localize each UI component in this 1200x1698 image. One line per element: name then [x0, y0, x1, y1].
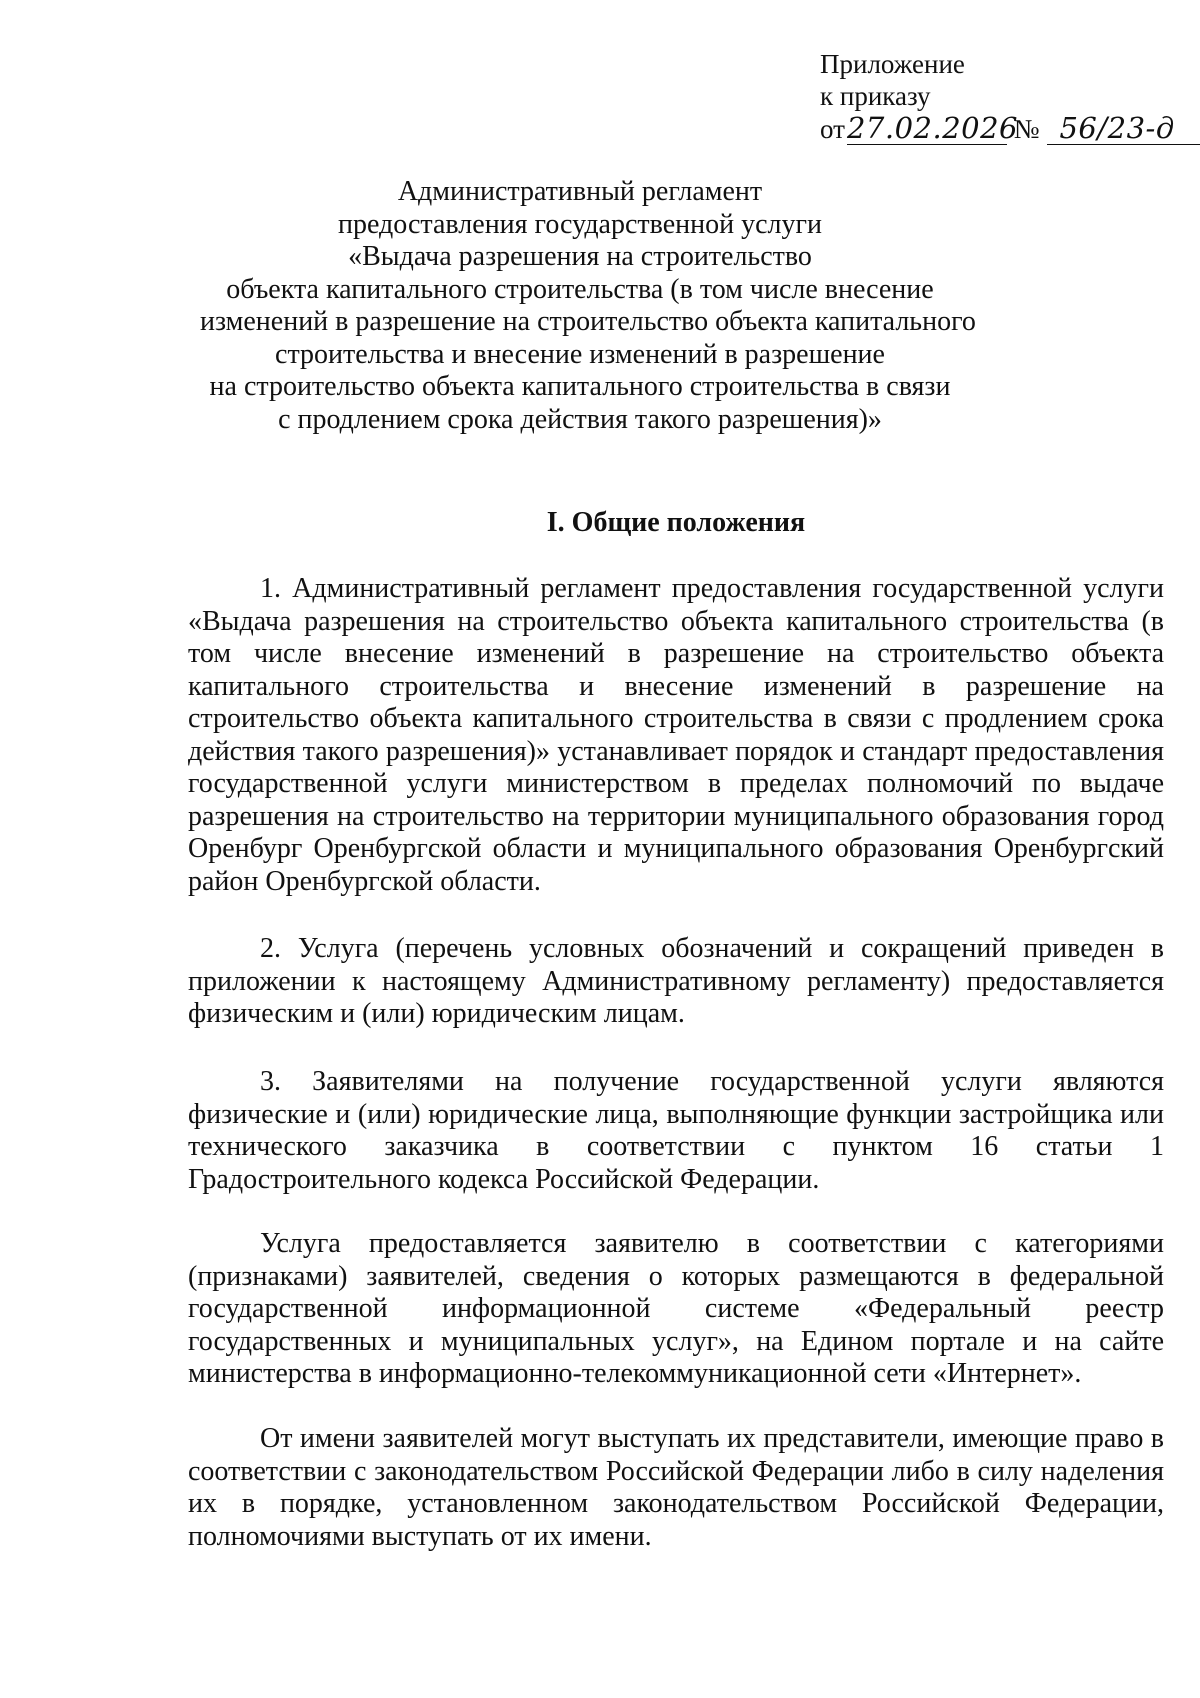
approval-line-1: Приложение	[820, 49, 965, 79]
approval-line-2: к приказу	[820, 81, 931, 111]
handwritten-date: 27.02.2026	[846, 111, 1018, 145]
section-heading: I. Общие положения	[546, 507, 806, 538]
handwritten-order-number: 56/23-д	[1047, 112, 1200, 145]
approval-number-label: №	[1013, 114, 1040, 144]
title-line: с продлением срока действия такого разрешения)»	[278, 403, 882, 435]
title-line: предоставления государственной услуги	[338, 208, 822, 240]
approval-stamp	[820, 48, 1200, 145]
paragraph-1: 1. Административный регламент предоставления государственной услуги «Выдача разрешения на строительство объекта капитального строительства (в том числе внесение изменений в разрешение на строительство объекта капитального строительства и внесение изменений в разрешение на строительство объекта капитального строительства в связи с продлением срока действия такого разрешения)» устанавливает порядок и стандарт предоставления государственной услуги министерством в пределах полномочий по выдаче разрешения на строительство на территории муниципального образования город Оренбург Оренбургской области и муниципального образования Оренбургский район Оренбургской области.	[188, 573, 1164, 897]
paragraph-3: 3. Заявителями на получение государственной услуги являются физические и (или) юридические лица, выполняющие функции застройщика или технического заказчика в соответствии с пунктом 16 статьи 1 Градостроительного кодекса Российской Федерации.	[188, 1066, 1164, 1195]
paragraph-5: От имени заявителей могут выступать их представители, имеющие право в соответствии с законодательством Российской Федерации либо в силу наделения их в порядке, установленном законодательством Российской Федерации, полномочиями выступать от их имени.	[188, 1423, 1164, 1552]
title-line: на строительство объекта капитального строительства в связи	[209, 371, 951, 402]
approval-date-number-line	[820, 112, 1200, 145]
title-line: изменений в разрешение на строительство объекта капитального	[200, 306, 976, 337]
paragraph-2: 2. Услуга (перечень условных обозначений и сокращений приведен в приложении к настоящему Административному регламенту) предоставляется физическим и (или) юридическим лицам.	[188, 933, 1164, 1029]
document-title	[200, 176, 976, 436]
approval-from-label: от	[820, 114, 845, 144]
title-line: строительства и внесение изменений в разрешение	[275, 338, 885, 370]
title-line: «Выдача разрешения на строительство	[348, 241, 812, 272]
title-line: объекта капитального строительства (в том числе внесение	[226, 273, 934, 305]
paragraph-4: Услуга предоставляется заявителю в соответствии с категориями (признаками) заявителей, сведения о которых размещаются в федеральной государственной информационной системе «Федеральный реестр государственных и муниципальных услуг», на Едином портале и на сайте министерства в информационно-телекоммуникационной сети «Интернет».	[188, 1228, 1164, 1389]
title-line: Административный регламент	[397, 176, 763, 207]
